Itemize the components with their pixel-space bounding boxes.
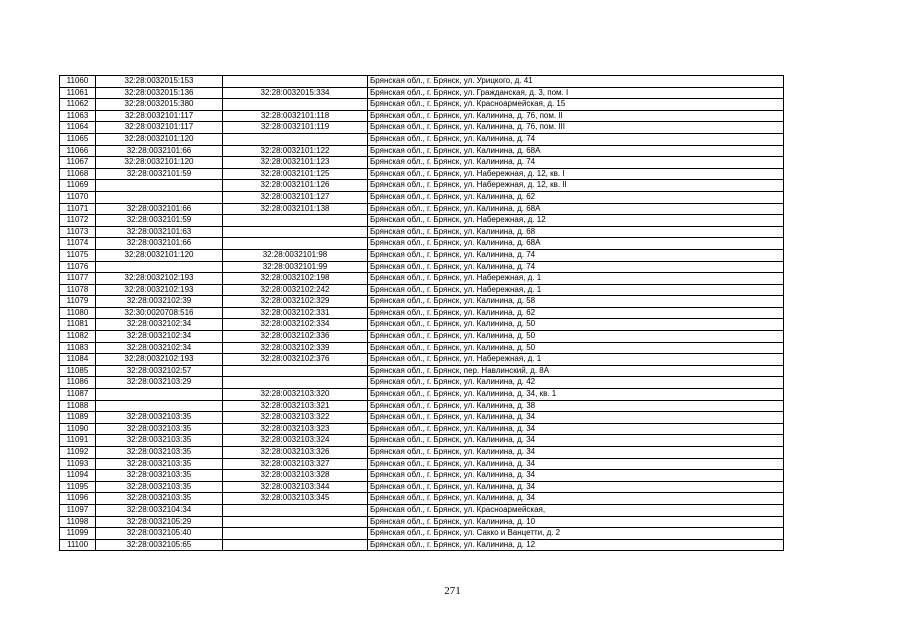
table-row: [60, 191, 784, 203]
row-number-cell: 11066: [60, 145, 96, 157]
parcel-number-cell: [96, 180, 223, 192]
table-row: [60, 180, 784, 192]
row-number-cell: 11074: [60, 238, 96, 250]
table-row: [60, 377, 784, 389]
row-number-cell: 11085: [60, 365, 96, 377]
object-number-cell: [223, 504, 368, 516]
table-row: [60, 261, 784, 273]
address-cell: Брянская обл., г. Брянск, ул. Урицкого, д. 41: [368, 76, 784, 88]
object-number-cell: [223, 238, 368, 250]
parcel-number-cell: 32:28:0032101:117: [96, 122, 223, 134]
parcel-number-cell: 32:28:0032103:35: [96, 423, 223, 435]
address-cell: Брянская обл., г. Брянск, ул. Калинина, д. 50: [368, 331, 784, 343]
row-number-cell: 11084: [60, 354, 96, 366]
table-row: [60, 273, 784, 285]
object-number-cell: 32:28:0032103:327: [223, 458, 368, 470]
table-row: [60, 307, 784, 319]
address-cell: Брянская обл., г. Брянск, ул. Калинина, д. 34: [368, 423, 784, 435]
table-row: [60, 435, 784, 447]
table-row: [60, 516, 784, 528]
row-number-cell: 11086: [60, 377, 96, 389]
table-row: [60, 481, 784, 493]
row-number-cell: 11091: [60, 435, 96, 447]
table-row: [60, 226, 784, 238]
address-cell: Брянская обл., г. Брянск, ул. Калинина, д. 10: [368, 516, 784, 528]
address-cell: Брянская обл., г. Брянск, ул. Набережная, д. 12, кв. I: [368, 168, 784, 180]
row-number-cell: 11061: [60, 87, 96, 99]
address-cell: Брянская обл., г. Брянск, ул. Набережная, д. 12, кв. II: [368, 180, 784, 192]
address-cell: Брянская обл., г. Брянск, ул. Калинина, д. 68А: [368, 203, 784, 215]
row-number-cell: 11082: [60, 331, 96, 343]
parcel-number-cell: 32:28:0032101:66: [96, 203, 223, 215]
table-row: [60, 342, 784, 354]
table-row: [60, 423, 784, 435]
object-number-cell: [223, 76, 368, 88]
table-row: [60, 203, 784, 215]
row-number-cell: 11067: [60, 157, 96, 169]
row-number-cell: 11076: [60, 261, 96, 273]
address-cell: Брянская обл., г. Брянск, ул. Калинина, д. 68А: [368, 238, 784, 250]
parcel-number-cell: [96, 261, 223, 273]
object-number-cell: 32:28:0032102:198: [223, 273, 368, 285]
object-number-cell: 32:28:0032101:126: [223, 180, 368, 192]
object-number-cell: 32:28:0032102:242: [223, 284, 368, 296]
row-number-cell: 11062: [60, 99, 96, 111]
parcel-number-cell: 32:28:0032102:34: [96, 331, 223, 343]
object-number-cell: [223, 539, 368, 551]
object-number-cell: [223, 226, 368, 238]
row-number-cell: 11083: [60, 342, 96, 354]
row-number-cell: 11071: [60, 203, 96, 215]
table-row: [60, 539, 784, 551]
parcel-number-cell: 32:28:0032105:29: [96, 516, 223, 528]
address-cell: Брянская обл., г. Брянск, ул. Калинина, д. 74: [368, 157, 784, 169]
parcel-number-cell: 32:28:0032103:35: [96, 481, 223, 493]
row-number-cell: 11072: [60, 215, 96, 227]
parcel-number-cell: 32:28:0032101:59: [96, 215, 223, 227]
object-number-cell: 32:28:0032103:321: [223, 400, 368, 412]
parcel-number-cell: 32:28:0032102:193: [96, 273, 223, 285]
address-cell: Брянская обл., г. Брянск, ул. Калинина, д. 34: [368, 435, 784, 447]
parcel-number-cell: 32:28:0032101:66: [96, 238, 223, 250]
parcel-number-cell: [96, 400, 223, 412]
table-row: [60, 122, 784, 134]
address-cell: Брянская обл., г. Брянск, ул. Калинина, д. 38: [368, 400, 784, 412]
object-number-cell: 32:28:0032101:98: [223, 249, 368, 261]
parcel-number-cell: 32:28:0032103:35: [96, 458, 223, 470]
row-number-cell: 11095: [60, 481, 96, 493]
table-row: [60, 76, 784, 88]
object-number-cell: 32:28:0032103:322: [223, 412, 368, 424]
object-number-cell: 32:28:0032102:376: [223, 354, 368, 366]
address-cell: Брянская обл., г. Брянск, ул. Калинина, д. 42: [368, 377, 784, 389]
table-row: [60, 238, 784, 250]
table-row: [60, 447, 784, 459]
parcel-number-cell: 32:28:0032103:35: [96, 447, 223, 459]
table-row: [60, 87, 784, 99]
object-number-cell: 32:28:0032103:328: [223, 470, 368, 482]
parcel-number-cell: 32:28:0032102:34: [96, 319, 223, 331]
parcel-number-cell: 32:28:0032015:380: [96, 99, 223, 111]
parcel-number-cell: 32:28:0032102:39: [96, 296, 223, 308]
address-cell: Брянская обл., г. Брянск, ул. Калинина, д. 74: [368, 249, 784, 261]
address-cell: Брянская обл., г. Брянск, ул. Калинина, д. 76, пом. III: [368, 122, 784, 134]
table-row: [60, 470, 784, 482]
parcel-number-cell: 32:28:0032103:35: [96, 493, 223, 505]
parcel-number-cell: 32:28:0032101:59: [96, 168, 223, 180]
row-number-cell: 11068: [60, 168, 96, 180]
object-number-cell: [223, 377, 368, 389]
table-row: [60, 133, 784, 145]
object-number-cell: [223, 99, 368, 111]
page-number: 271: [444, 585, 461, 597]
address-cell: Брянская обл., г. Брянск, ул. Калинина, д. 34: [368, 470, 784, 482]
table-row: [60, 145, 784, 157]
address-cell: Брянская обл., г. Брянск, ул. Калинина, д. 68: [368, 226, 784, 238]
address-cell: Брянская обл., г. Брянск, ул. Сакко и Ванцетти, д. 2: [368, 528, 784, 540]
table-row: [60, 99, 784, 111]
parcel-number-cell: 32:28:0032102:193: [96, 284, 223, 296]
address-cell: Брянская обл., г. Брянск, ул. Калинина, д. 34, кв. 1: [368, 389, 784, 401]
parcel-number-cell: 32:28:0032101:66: [96, 145, 223, 157]
parcel-number-cell: 32:28:0032105:65: [96, 539, 223, 551]
parcel-number-cell: 32:28:0032102:34: [96, 342, 223, 354]
address-cell: Брянская обл., г. Брянск, ул. Калинина, д. 34: [368, 458, 784, 470]
address-cell: Брянская обл., г. Брянск, ул. Калинина, д. 74: [368, 133, 784, 145]
parcel-number-cell: 32:28:0032101:120: [96, 133, 223, 145]
table-row: [60, 400, 784, 412]
object-number-cell: [223, 516, 368, 528]
table-row: [60, 365, 784, 377]
address-cell: Брянская обл., г. Брянск, ул. Красноармейская, д. 15: [368, 99, 784, 111]
address-cell: Брянская обл., г. Брянск, ул. Гражданская, д. 3, пом. I: [368, 87, 784, 99]
row-number-cell: 11088: [60, 400, 96, 412]
table-row: [60, 493, 784, 505]
object-number-cell: 32:28:0032101:138: [223, 203, 368, 215]
object-number-cell: 32:28:0032103:320: [223, 389, 368, 401]
parcel-number-cell: 32:28:0032104:34: [96, 504, 223, 516]
row-number-cell: 11081: [60, 319, 96, 331]
row-number-cell: 11063: [60, 110, 96, 122]
object-number-cell: 32:28:0032015:334: [223, 87, 368, 99]
address-cell: Брянская обл., г. Брянск, ул. Калинина, д. 34: [368, 412, 784, 424]
object-number-cell: 32:28:0032101:119: [223, 122, 368, 134]
table-row: [60, 331, 784, 343]
row-number-cell: 11073: [60, 226, 96, 238]
parcel-number-cell: 32:28:0032103:35: [96, 435, 223, 447]
object-number-cell: [223, 365, 368, 377]
row-number-cell: 11100: [60, 539, 96, 551]
table-row: [60, 215, 784, 227]
object-number-cell: 32:28:0032103:324: [223, 435, 368, 447]
object-number-cell: 32:28:0032101:123: [223, 157, 368, 169]
object-number-cell: 32:28:0032103:344: [223, 481, 368, 493]
parcel-number-cell: 32:28:0032103:35: [96, 470, 223, 482]
parcel-number-cell: 32:28:0032103:29: [96, 377, 223, 389]
parcel-number-cell: 32:28:0032105:40: [96, 528, 223, 540]
property-table: [59, 75, 784, 551]
row-number-cell: 11099: [60, 528, 96, 540]
address-cell: Брянская обл., г. Брянск, ул. Калинина, д. 62: [368, 191, 784, 203]
table-row: [60, 249, 784, 261]
table-row: [60, 389, 784, 401]
object-number-cell: [223, 215, 368, 227]
address-cell: Брянская обл., г. Брянск, ул. Калинина, д. 62: [368, 307, 784, 319]
row-number-cell: 11078: [60, 284, 96, 296]
table-body: [60, 76, 784, 551]
row-number-cell: 11093: [60, 458, 96, 470]
parcel-number-cell: 32:28:0032101:63: [96, 226, 223, 238]
address-cell: Брянская обл., г. Брянск, ул. Набережная, д. 1: [368, 273, 784, 285]
row-number-cell: 11070: [60, 191, 96, 203]
object-number-cell: 32:28:0032101:118: [223, 110, 368, 122]
parcel-number-cell: 32:28:0032103:35: [96, 412, 223, 424]
object-number-cell: [223, 528, 368, 540]
object-number-cell: 32:28:0032102:336: [223, 331, 368, 343]
row-number-cell: 11075: [60, 249, 96, 261]
row-number-cell: 11097: [60, 504, 96, 516]
object-number-cell: 32:28:0032101:125: [223, 168, 368, 180]
address-cell: Брянская обл., г. Брянск, ул. Калинина, д. 34: [368, 493, 784, 505]
table-row: [60, 110, 784, 122]
parcel-number-cell: 32:28:0032015:136: [96, 87, 223, 99]
parcel-number-cell: 32:28:0032102:57: [96, 365, 223, 377]
row-number-cell: 11060: [60, 76, 96, 88]
address-cell: Брянская обл., г. Брянск, пер. Навлинский, д. 8А: [368, 365, 784, 377]
parcel-number-cell: 32:28:0032101:120: [96, 157, 223, 169]
row-number-cell: 11065: [60, 133, 96, 145]
row-number-cell: 11092: [60, 447, 96, 459]
row-number-cell: 11094: [60, 470, 96, 482]
parcel-number-cell: 32:30:0020708:516: [96, 307, 223, 319]
address-cell: Брянская обл., г. Брянск, ул. Калинина, д. 34: [368, 447, 784, 459]
table-row: [60, 528, 784, 540]
object-number-cell: 32:28:0032102:329: [223, 296, 368, 308]
address-cell: Брянская обл., г. Брянск, ул. Набережная, д. 1: [368, 354, 784, 366]
address-cell: Брянская обл., г. Брянск, ул. Калинина, д. 74: [368, 261, 784, 273]
object-number-cell: 32:28:0032103:345: [223, 493, 368, 505]
table-row: [60, 296, 784, 308]
parcel-number-cell: 32:28:0032015:153: [96, 76, 223, 88]
object-number-cell: 32:28:0032102:334: [223, 319, 368, 331]
table-row: [60, 284, 784, 296]
address-cell: Брянская обл., г. Брянск, ул. Калинина, д. 58: [368, 296, 784, 308]
row-number-cell: 11079: [60, 296, 96, 308]
row-number-cell: 11077: [60, 273, 96, 285]
table-row: [60, 157, 784, 169]
table-row: [60, 412, 784, 424]
parcel-number-cell: 32:28:0032101:120: [96, 249, 223, 261]
address-cell: Брянская обл., г. Брянск, ул. Калинина, д. 34: [368, 481, 784, 493]
object-number-cell: [223, 133, 368, 145]
table-row: [60, 168, 784, 180]
parcel-number-cell: [96, 389, 223, 401]
row-number-cell: 11080: [60, 307, 96, 319]
object-number-cell: 32:28:0032103:326: [223, 447, 368, 459]
table-row: [60, 319, 784, 331]
row-number-cell: 11087: [60, 389, 96, 401]
object-number-cell: 32:28:0032101:99: [223, 261, 368, 273]
address-cell: Брянская обл., г. Брянск, ул. Калинина, д. 68А: [368, 145, 784, 157]
row-number-cell: 11090: [60, 423, 96, 435]
row-number-cell: 11096: [60, 493, 96, 505]
table-row: [60, 354, 784, 366]
address-cell: Брянская обл., г. Брянск, ул. Калинина, д. 76, пом. II: [368, 110, 784, 122]
address-cell: Брянская обл., г. Брянск, ул. Красноармейская,: [368, 504, 784, 516]
address-cell: Брянская обл., г. Брянск, ул. Набережная, д. 1: [368, 284, 784, 296]
parcel-number-cell: [96, 191, 223, 203]
object-number-cell: 32:28:0032101:127: [223, 191, 368, 203]
object-number-cell: 32:28:0032101:122: [223, 145, 368, 157]
parcel-number-cell: 32:28:0032101:117: [96, 110, 223, 122]
table-row: [60, 458, 784, 470]
parcel-number-cell: 32:28:0032102:193: [96, 354, 223, 366]
object-number-cell: 32:28:0032102:331: [223, 307, 368, 319]
table-row: [60, 504, 784, 516]
row-number-cell: 11069: [60, 180, 96, 192]
row-number-cell: 11064: [60, 122, 96, 134]
address-cell: Брянская обл., г. Брянск, ул. Набережная, д. 12: [368, 215, 784, 227]
address-cell: Брянская обл., г. Брянск, ул. Калинина, д. 12: [368, 539, 784, 551]
address-cell: Брянская обл., г. Брянск, ул. Калинина, д. 50: [368, 319, 784, 331]
row-number-cell: 11089: [60, 412, 96, 424]
address-cell: Брянская обл., г. Брянск, ул. Калинина, д. 50: [368, 342, 784, 354]
row-number-cell: 11098: [60, 516, 96, 528]
object-number-cell: 32:28:0032102:339: [223, 342, 368, 354]
object-number-cell: 32:28:0032103:323: [223, 423, 368, 435]
